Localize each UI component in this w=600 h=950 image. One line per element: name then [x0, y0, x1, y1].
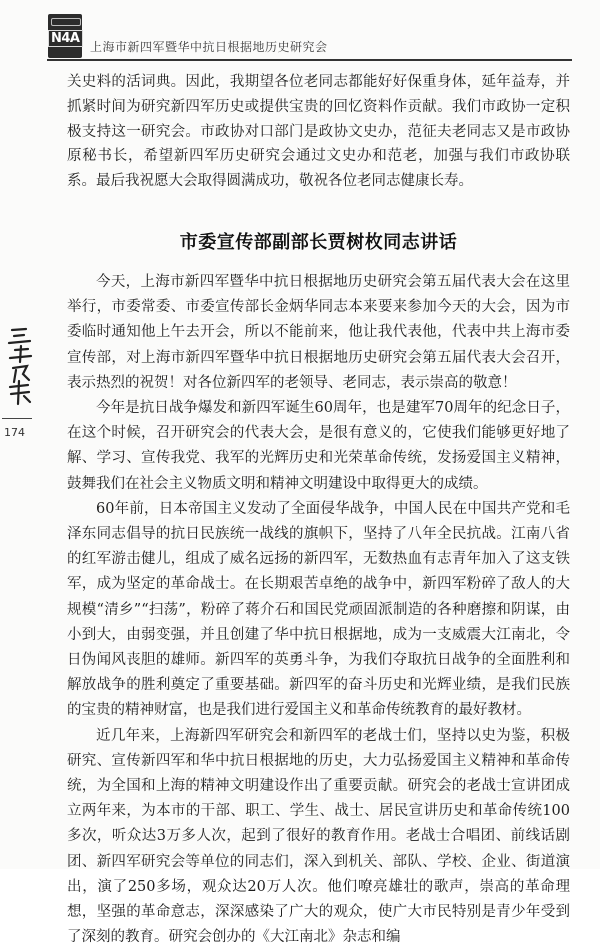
organization-logo	[48, 14, 82, 58]
speech-text-block	[67, 270, 570, 950]
logo-label: N4A	[48, 30, 83, 47]
header-title: 上海市新四军暨华中抗日根据地历史研究会	[90, 40, 328, 54]
page-number: 174	[4, 426, 25, 439]
intro-paragraph: 关史料的活词典。因此，我期望各位老同志都能好好保重身体，延年益寿，并抓紧时间为研究新四军历史或提供宝贵的回忆资料作贡献。我们市政协一定积极支持这一研究会。市政协对口部门是政协文史办，范征夫老同志又是市政协原秘书长，希望新四军历史研究会通过文史办和范老，加强与我们市政协联系。最后我祝愿大会取得圆满成功，敬祝各位老同志健康长寿。	[67, 74, 570, 190]
section-title: 市委宣传部副部长贾树枚同志讲话	[179, 232, 458, 253]
margin-divider	[2, 418, 32, 419]
intro-text-block	[67, 70, 570, 194]
margin-calligraphy-emblem	[6, 324, 34, 410]
speech-paragraph: 今年是抗日战争爆发和新四军诞生60周年，也是建军70周年的纪念日子，在这个时候，召开研究会的代表大会，是很有意义的，它使我们能够更好地了解、学习、宣传我党、我军的光辉历史和光荣革命传统，发扬爱国主义精神，鼓舞我们在社会主义物质文明和精神文明建设中取得更大的成绩。	[67, 400, 570, 492]
speech-paragraph: 今天，上海市新四军暨华中抗日根据地历史研究会第五届代表大会在这里举行，市委常委、市委宣传部长金炳华同志本来要来参加今天的大会，因为市委临时通知他上午去开会，所以不能前来，他让我代表他，代表中共上海市委宣传部，对上海市新四军暨华中抗日根据地历史研究会第五届代表大会召开，表示热烈的祝贺！对各位新四军的老领导、老同志，表示崇高的敬意！	[67, 274, 570, 391]
logo-text	[48, 31, 82, 46]
header-divider	[47, 59, 572, 61]
speech-paragraph: 60年前，日本帝国主义发动了全面侵华战争，中国人民在中国共产党和毛泽东同志倡导的抗日民族统一战线的旗帜下，坚持了八年全民抗战。江南八省的红军游击健儿，组成了威名远扬的新四军，无数热血有志青年加入了这支铁军，成为坚定的革命战士。在长期艰苦卓绝的战争中，新四军粉碎了敌人的大规模“清乡”“扫荡”，粉碎了蒋介石和国民党顽固派制造的各种磨擦和阴谋，由小到大，由弱变强，并且创建了华中抗日根据地，成为一支威震大江南北，令日伪闻风丧胆的雄师。新四军的英勇斗争，为我们夺取抗日战争的全面胜利和解放战争的胜利奠定了重要基础。新四军的奋斗历史和光辉业绩，是我们民族的宝贵的精神财富，也是我们进行爱国主义和革命传统教育的最好教材。	[67, 500, 570, 719]
logo-top-bar	[51, 18, 81, 26]
page-header	[0, 0, 600, 64]
speech-paragraph: 近几年来，上海新四军研究会和新四军的老战士们，坚持以史为鉴，积极研究、宣传新四军和华中抗日根据地的历史，大力弘扬爱国主义精神和革命传统，为全国和上海的精神文明建设作出了重要贡献。研究会的老战士宣讲团成立两年来，为本市的干部、职工、学生、战士、居民宣讲历史和革命传统100多次，听众达3万多人次，起到了很好的教育作用。老战士合唱团、前线话剧团、新四军研究会等单位的同志们，深入到机关、部队、学校、企业、街道演出，演了250多场，观众达20万人次。他们嘹亮雄壮的歌声，崇高的革命理想，坚强的革命意志，深深感染了广大的观众，使广大市民特别是青少年受到了深刻的教育。研究会创办的《大江南北》杂志和编	[67, 727, 570, 946]
